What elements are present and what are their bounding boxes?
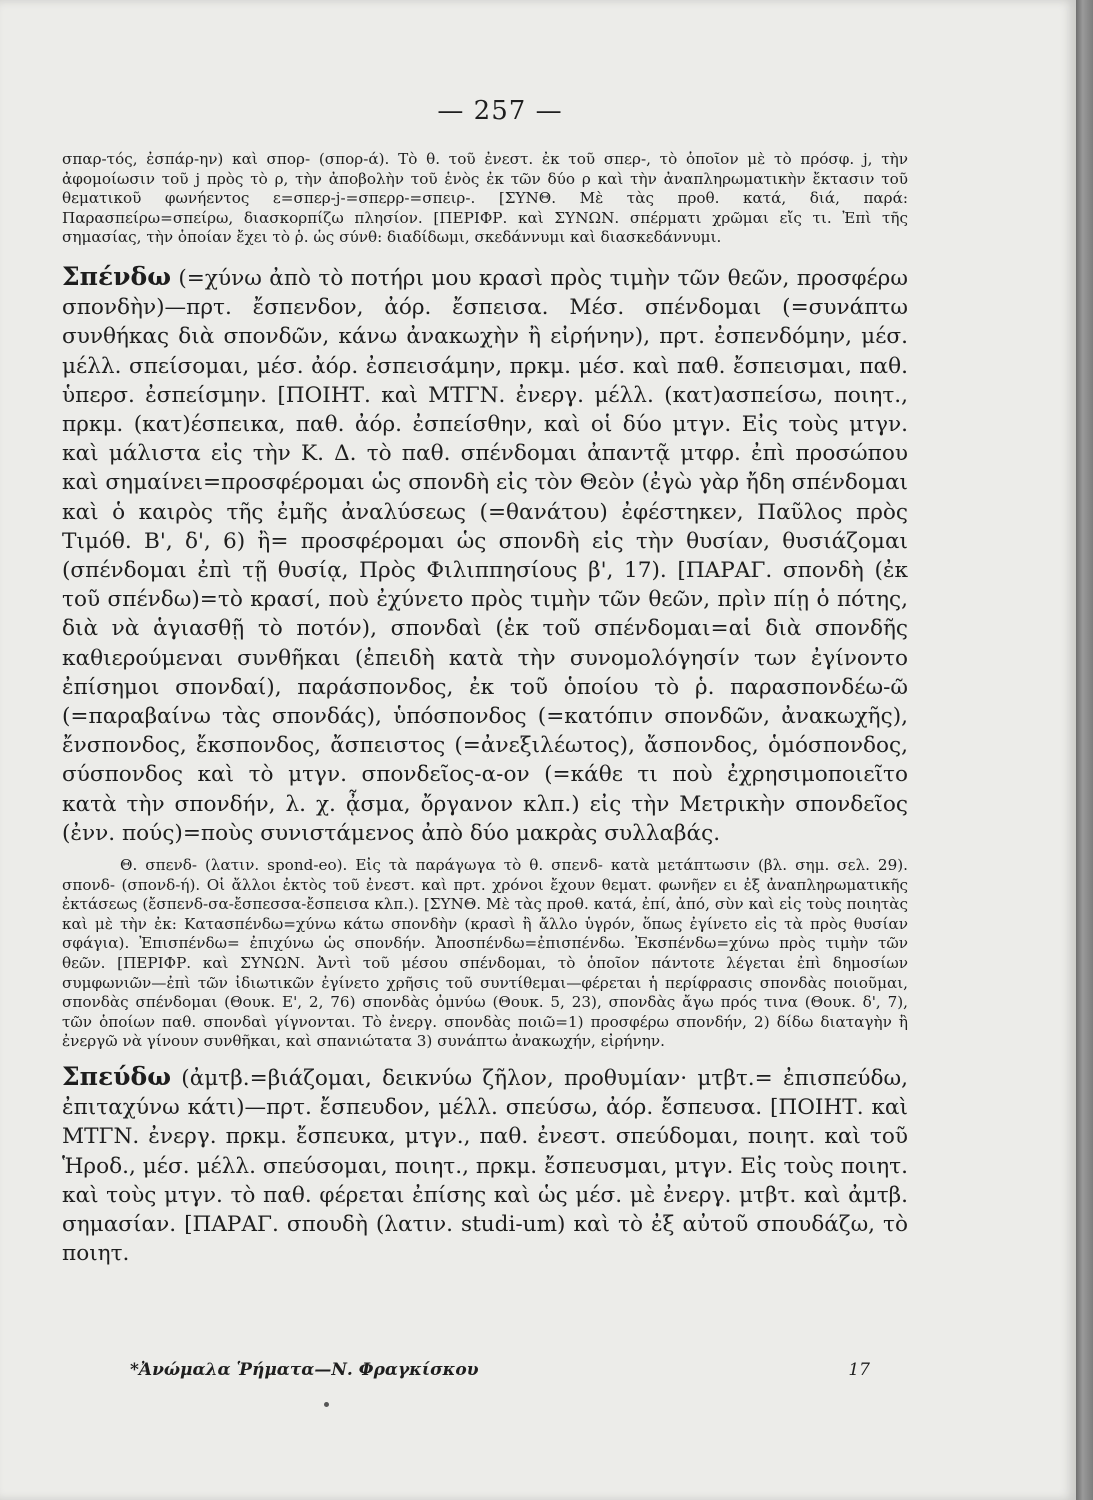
paragraph-continuation — [62, 150, 908, 248]
entry-spendo — [62, 262, 908, 848]
lemma-headword: Σπένδω — [62, 261, 171, 291]
page-number: — 257 — — [437, 96, 563, 126]
paragraph-text: σπαρ-τός, ἐσπάρ-ην) καὶ σπορ- (σπορ-ά). Τὸ θ. τοῦ ἐνεστ. ἐκ τοῦ σπερ-, τὸ ὁποῖον μὲ τὸ πρόσφ. j, τὴν ἀφομοίωσιν τοῦ j πρὸς τὸ ρ, τὴν ἀποβολὴν τοῦ ἑνὸς ἐκ τῶν δύο ρ καὶ τὴν ἀναπληρωματικὴν ἔκτασιν τοῦ θεματικοῦ φωνήεντος ε=σπερ-j-=σπερρ-=σπειρ-. [ΣΥΝΘ. Μὲ τὰς προθ. κατά, διά, παρά: Παρασπείρω=σπείρω, διασκορπίζω πλησίον. [ΠΕΡΙΦΡ. καὶ ΣΥΝΩΝ. σπέρματι χρῶμαι εἴς τι. Ἐπὶ τῆς σημασίας, τὴν ὁποίαν ἔχει τὸ ῥ. ὡς σύνθ: διαδίδωμι, σκεδάννυμι καὶ διασκεδάννυμι. — [62, 150, 908, 247]
page-content — [62, 150, 908, 1268]
etymology-note — [62, 856, 908, 1052]
entry-text: (=χύνω ἀπὸ τὸ ποτήρι μου κρασὶ πρὸς τιμὴν τῶν θεῶν, προσφέρω σπονδὴν)—πρτ. ἔσπενδον, ἀόρ. ἔσπεισα. Μέσ. σπένδομαι (=συνάπτω συνθήκας διὰ σπονδῶν, κάνω ἀνακωχὴν ἢ εἰρήνην), πρτ. ἐσπενδόμην, μέσ. μέλλ. σπείσομαι, μέσ. ἀόρ. ἐσπεισάμην, πρκμ. μέσ. καὶ παθ. ἔσπεισμαι, παθ. ὑπερσ. ἐσπείσμην. [ΠΟΙΗΤ. καὶ ΜΤΓΝ. ἐνεργ. μέλλ. (κατ)ασπείσω, ποιητ., πρκμ. (κατ)έσπεικα, παθ. ἀόρ. ἐσπείσθην, καὶ οἱ δύο μτγν. Εἰς τοὺς μτγν. καὶ μάλιστα εἰς τὴν Κ. Δ. τὸ παθ. σπένδομαι ἀπαντᾷ μτφρ. ἐπὶ προσώπου καὶ σημαίνει=προσφέρομαι ὡς σπονδὴ εἰς τὸν Θεὸν (ἐγὼ γὰρ ἤδη σπένδομαι καὶ ὁ καιρὸς τῆς ἐμῆς ἀναλύσεως (=θανάτου) ἐφέστηκεν, Παῦλος πρὸς Τιμόθ. Β', δ', 6) ἢ= προσφέρομαι ὡς σπονδὴ εἰς τὴν θυσίαν, θυσιάζομαι (σπένδομαι ἐπὶ τῇ θυσίᾳ, Πρὸς Φιλιππησίους β', 17). [ΠΑΡΑΓ. σπονδὴ (ἐκ τοῦ σπένδω)=τὸ κρασί, ποὺ ἐχύνετο πρὸς τιμὴν τῶν θεῶν, πρὶν πίῃ ὁ πότης, διὰ νὰ ἁγιασθῇ τὸ ποτόν), σπονδαὶ (ἐκ τοῦ σπένδομαι=αἱ διὰ σπονδῆς καθιερούμεναι συνθῆκαι (ἐπειδὴ κατὰ τὴν συνομολόγησίν των ἐγίνοντο ἐπίσημοι σπονδαί), παράσπονδος, ἐκ τοῦ ὁποίου τὸ ῥ. παρασπονδέω-ῶ (=παραβαίνω τὰς σπονδάς), ὑπόσπονδος (=κατόπιν σπονδῶν, ἀνακωχῆς), ἔνσπονδος, ἔκσπονδος, ἄσπειστος (=ἀνεξιλέωτος), ἄσπονδος, ὁμόσπονδος, σύσπονδος καὶ τὸ μτγν. σπονδεῖος-α-ον (=κάθε τι ποὺ ἐχρησιμοποιεῖτο κατὰ τὴν σπονδήν, λ. χ. ᾆσμα, ὄργανον κλπ.) εἰς τὴν Μετρικὴν σπονδεῖος (ἐνν. πούς)=ποὺς συνιστάμενος ἀπὸ δύο μακρὰς συλλαβάς. — [62, 265, 908, 846]
lemma-headword: Σπεύδω — [62, 1061, 171, 1091]
entry-speudo — [62, 1062, 908, 1268]
ink-dot — [324, 1402, 329, 1407]
footer-title: *Ἀνώμαλα Ῥήματα—Ν. Φραγκίσκου — [130, 1360, 479, 1380]
paragraph-text: Θ. σπενδ- (λατιν. spond-eo). Εἰς τὰ παράγωγα τὸ θ. σπενδ- κατὰ μετάπτωσιν (βλ. σημ. σελ. 29). σπονδ- (σπονδ-ή). Οἱ ἄλλοι ἐκτὸς τοῦ ἐνεστ. καὶ πρτ. χρόνοι ἔχουν θεματ. φωνῆεν ει ἐξ ἀναπληρωματικῆς ἐκτάσεως (ἔσπενδ-σα-ἔσπεσσα-ἔσπεισα κλπ.). [ΣΥΝΘ. Μὲ τὰς προθ. κατά, ἐπί, ἀπό, σὺν καὶ εἰς τοὺς ποιητὰς καὶ μὲ τὴν ἐκ: Κατασπένδω=χύνω κάτω σπονδὴν (κρασὶ ἢ ἄλλο ὑγρόν, ὅπως ἐγίνετο εἰς τὰ πρὸς θυσίαν σφάγια). Ἐπισπένδω= ἐπιχύνω ὡς σπονδήν. Ἀποσπένδω=ἐπισπένδω. Ἐκσπένδω=χύνω πρὸς τιμὴν τῶν θεῶν. [ΠΕΡΙΦΡ. καὶ ΣΥΝΩΝ. Ἀντὶ τοῦ μέσου σπένδομαι, τὸ ὁποῖον πάντοτε λέγεται ἐπὶ δημοσίων συμφωνιῶν—ἐπὶ τῶν ἰδιωτικῶν ἐγίνετο χρῆσις τοῦ συντίθεμαι—φέρεται ἡ περίφρασις σπονδὰς ποιοῦμαι, σπονδὰς σπένδομαι (Θουκ. Ε', 2, 76) σπονδὰς ὀμνύω (Θουκ. 5, 23), σπονδὰς ἄγω πρός τινα (Θουκ. δ', 7), τῶν ὁποίων παθ. σπονδαὶ γίγνονται. Τὸ ἐνεργ. σπονδὰς ποιῶ=1) προσφέρω σπονδήν, 2) δίδω διαταγὴν ἢ ἐνεργῶ νὰ γίνουν συνθῆκαι, καὶ σπανιώτατα 3) συνάπτω ἀνακωχήν, εἰρήνην. — [62, 856, 908, 1051]
footer-signature: 17 — [848, 1360, 870, 1380]
entry-text: (ἀμτβ.=βιάζομαι, δεικνύω ζῆλον, προθυμίαν· μτβτ.= ἐπισπεύδω, ἐπιταχύνω κάτι)—πρτ. ἔσπευδον, μέλλ. σπεύσω, ἀόρ. ἔσπευσα. [ΠΟΙΗΤ. καὶ ΜΤΓΝ. ἐνεργ. πρκμ. ἔσπευκα, μτγν., παθ. ἐνεστ. σπεύδομαι, ποιητ. καὶ τοῦ Ἡροδ., μέσ. μέλλ. σπεύσομαι, ποιητ., πρκμ. ἔσπευσμαι, μτγν. Εἰς τοὺς ποιητ. καὶ τοὺς μτγν. τὸ παθ. φέρεται ἐπίσης καὶ ὡς μέσ. μὲ ἐνεργ. μτβτ. καὶ ἀμτβ. σημασίαν. [ΠΑΡΑΓ. σπουδὴ (λατιν. studi-um) καὶ τὸ ἐξ αὐτοῦ σπουδάζω, τὸ ποιητ. — [62, 1065, 908, 1267]
page-edge — [1076, 0, 1093, 1500]
